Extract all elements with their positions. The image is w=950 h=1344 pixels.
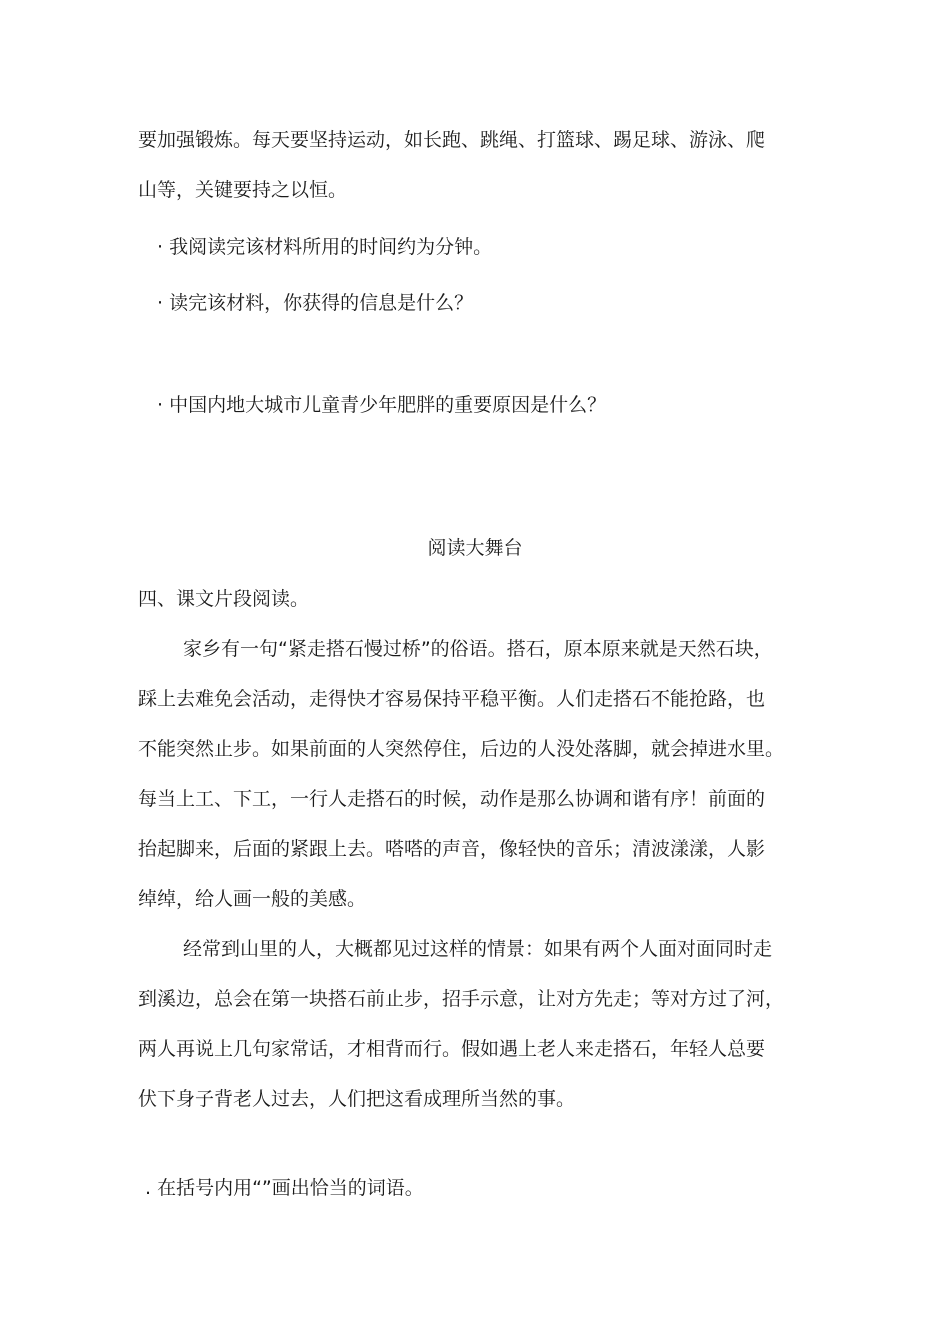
paragraph2-line-3: 两人再说上几句家常话，才相背而行。假如遇上老人来走搭石，年轻人总要 xyxy=(138,1038,766,1060)
paragraph2-line-1: 经常到山里的人，大概都见过这样的情景：如果有两个人面对面同时走 xyxy=(183,938,773,960)
question-obesity-cause: · 中国内地大城市儿童青少年肥胖的重要原因是什么？ xyxy=(157,394,607,416)
paragraph1-line-3: 不能突然止步。如果前面的人突然停住，后边的人没处落脚，就会掉进水里。 xyxy=(138,738,785,760)
paragraph2-line-2: 到溪边，总会在第一块搭石前止步，招手示意，让对方先走；等对方过了河， xyxy=(138,988,785,1010)
paragraph2-line-4: 伏下身子背老人过去，人们把这看成理所当然的事。 xyxy=(138,1088,576,1110)
question-reading-time: · 我阅读完该材料所用的时间约为分钟。 xyxy=(157,236,493,258)
section-title: 阅读大舞台 xyxy=(427,537,523,559)
intro-line-1: 要加强锻炼。每天要坚持运动，如长跑、跳绳、打篮球、踢足球、游泳、爬 xyxy=(138,129,766,151)
paragraph1-line-4: 每当上工、下工，一行人走搭石的时候，动作是那么协调和谐有序！前面的 xyxy=(138,788,766,810)
paragraph1-line-6: 绰绰，给人画一般的美感。 xyxy=(138,888,367,910)
section-heading: 四、课文片段阅读。 xyxy=(138,588,310,610)
paragraph1-line-5: 抬起脚来，后面的紧跟上去。嗒嗒的声音，像轻快的音乐；清波漾漾，人影 xyxy=(138,838,766,860)
question-underline-words: . 在括号内用“”画出恰当的词语。 xyxy=(145,1177,424,1199)
question-information: · 读完该材料，你获得的信息是什么？ xyxy=(157,292,474,314)
paragraph1-line-2: 踩上去难免会活动，走得快才容易保持平稳平衡。人们走搭石不能抢路，也 xyxy=(138,688,766,710)
paragraph1-line-1: 家乡有一句“紧走搭石慢过桥”的俗语。搭石，原本原来就是天然石块， xyxy=(183,638,773,660)
intro-line-2: 山等，关键要持之以恒。 xyxy=(138,179,348,201)
